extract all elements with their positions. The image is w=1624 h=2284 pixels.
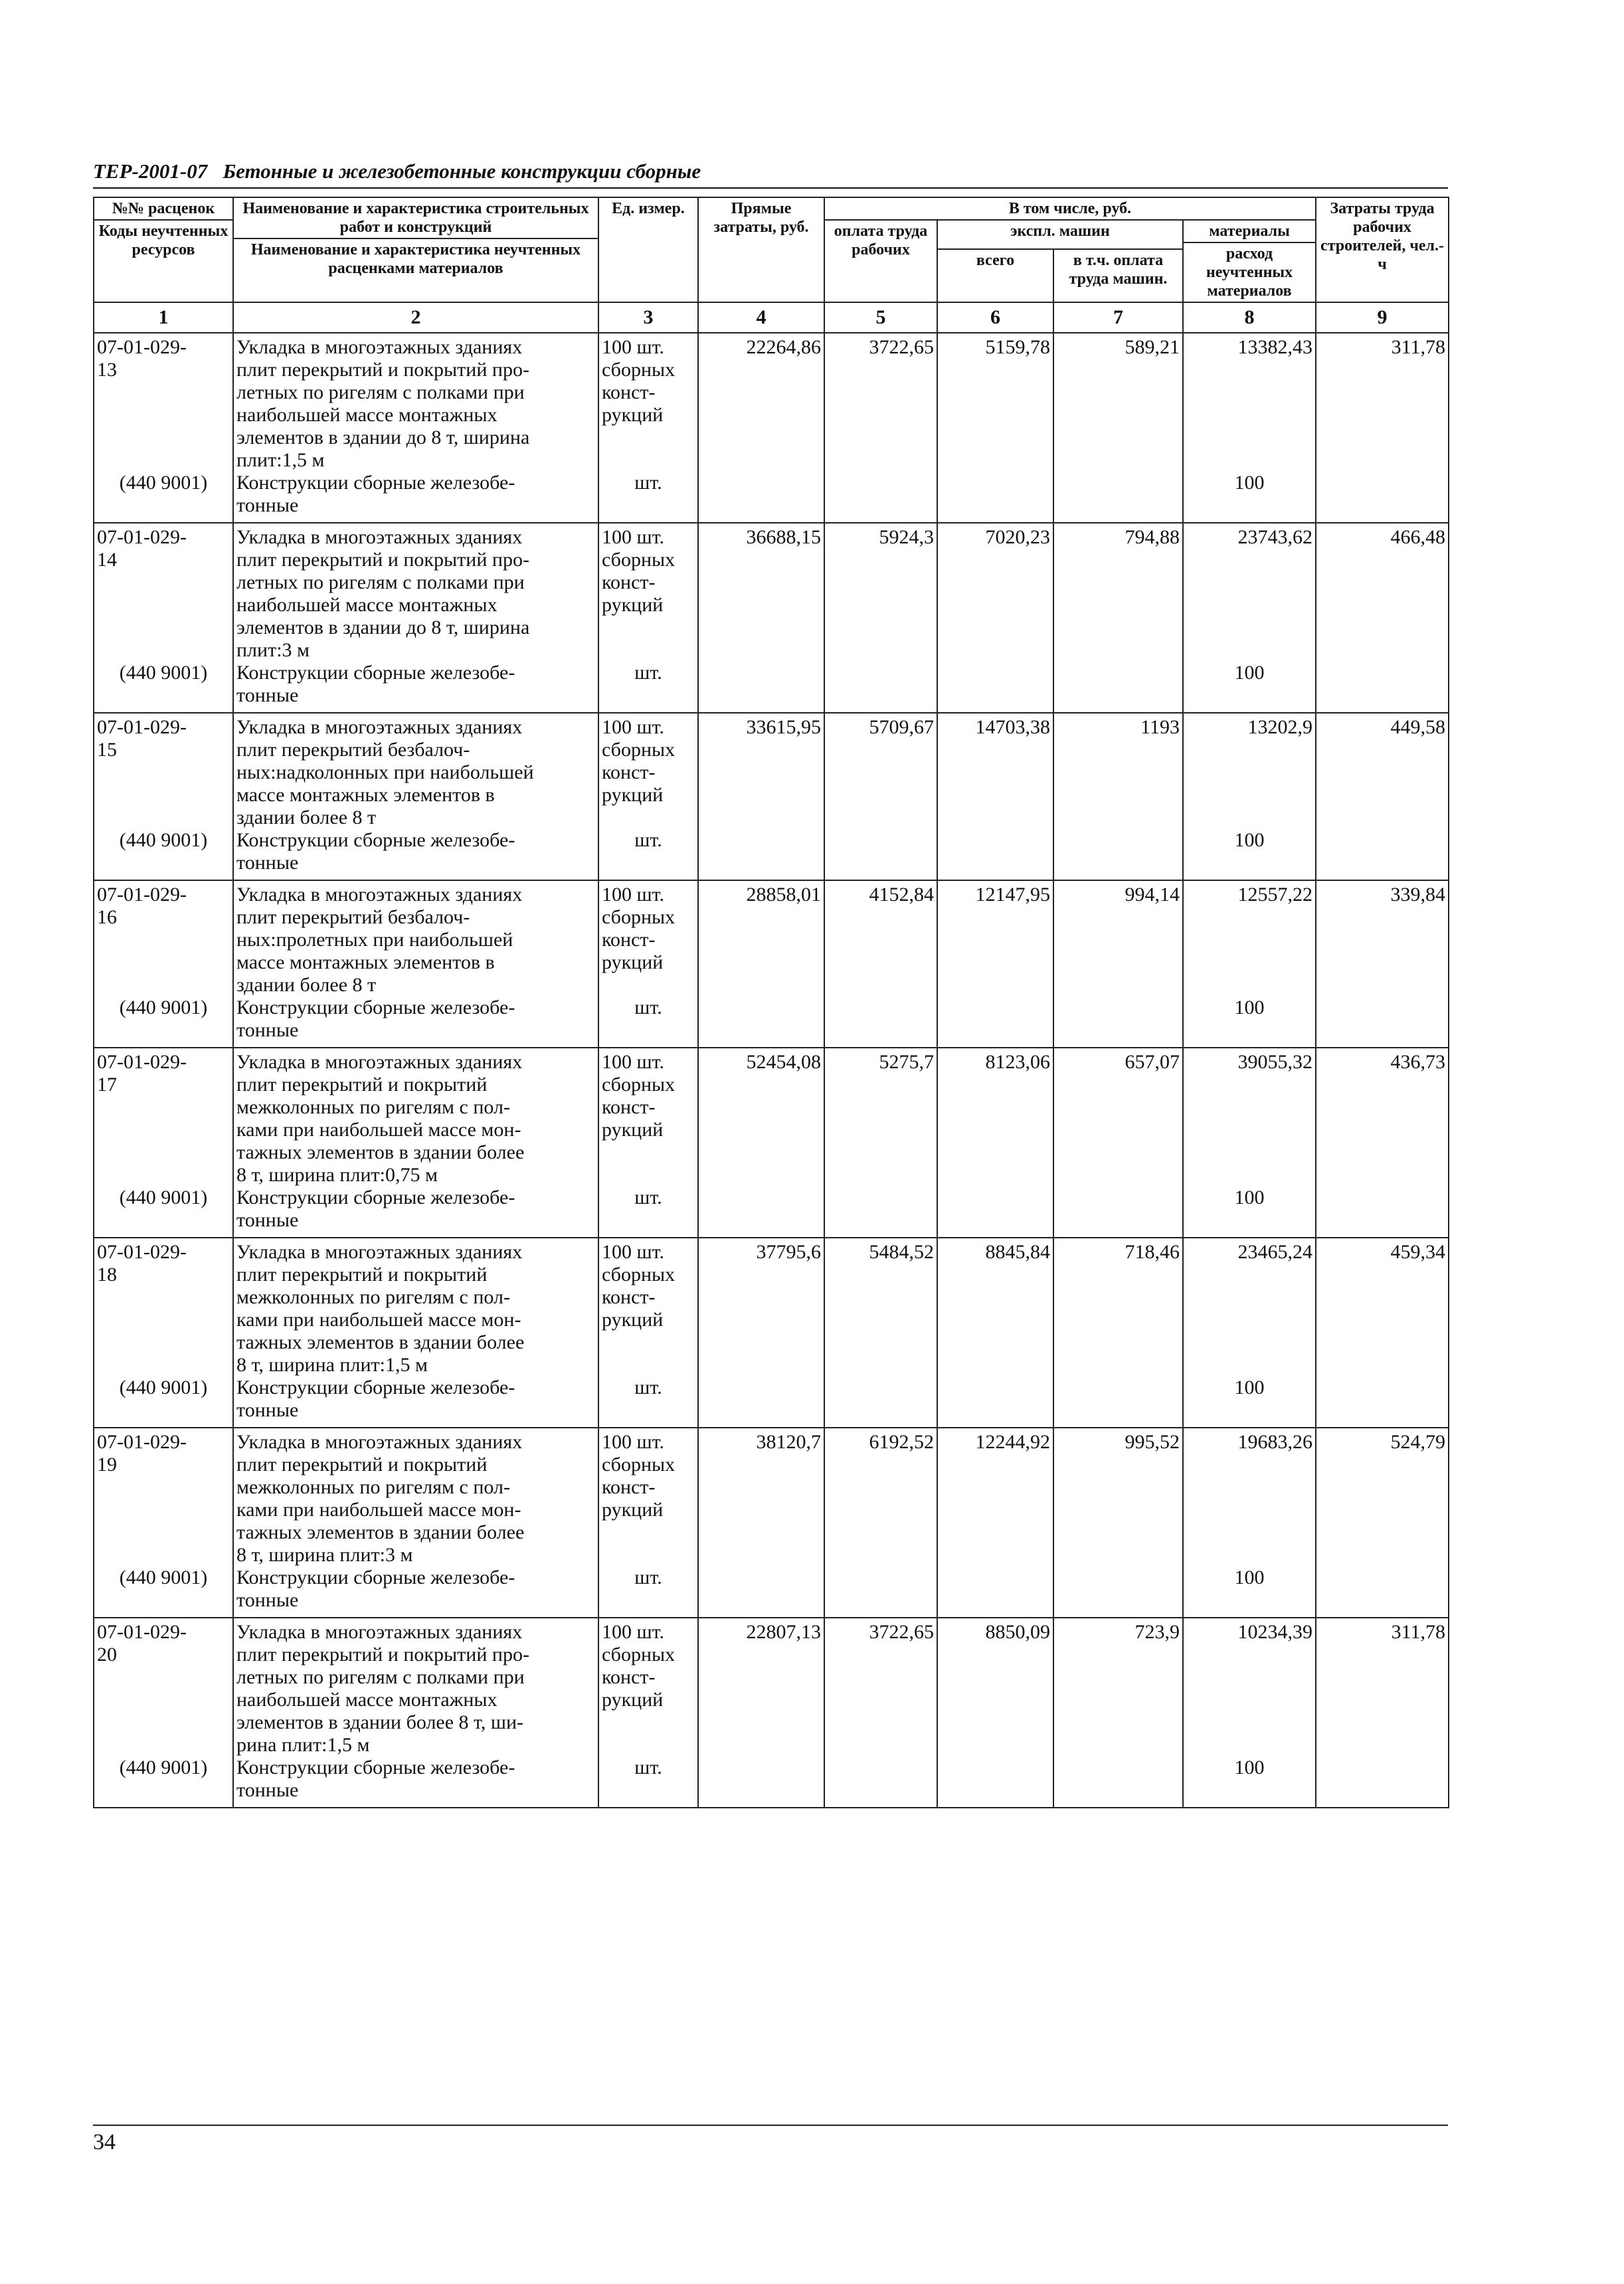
labor-hours: 524,79 [1316,1428,1449,1567]
material-row [94,472,1449,523]
document-title [93,157,1448,186]
header-code [94,197,233,302]
document-section: Бетонные и железобетонные конструкции сборные [223,159,701,183]
materials-cost: 10234,39 [1183,1618,1316,1757]
header-materials [1183,220,1316,302]
empty-cell [937,997,1053,1048]
empty-cell [698,1187,824,1238]
table-header [94,197,1449,333]
material-name: Конструкции сборные железобе- тонные [233,1757,598,1808]
empty-cell [937,1757,1053,1808]
resource-code: (440 9001) [94,997,233,1048]
work-description: Укладка в многоэтажных зданиях плит перекрытий и покрытий про- летных по ригелям с полками при наибольшей массе монтажных элементов в здании до 8 т, ширина плит:1,5 м [233,333,598,472]
header-materials-bottom: расход неучтенных материалов [1182,242,1316,300]
column-number: 6 [937,302,1053,333]
unit-of-measure: 100 шт. сборных конст- рукций [598,880,698,997]
document-code: ТЕР-2001-07 [93,159,208,183]
table-row [94,523,1449,662]
machines-total: 8845,84 [937,1238,1053,1377]
labor-hours: 466,48 [1316,523,1449,662]
materials-cost: 23743,62 [1183,523,1316,662]
column-number: 5 [824,302,937,333]
header-name-top: Наименование и характеристика строительных работ и конструкций [242,200,589,236]
labor-pay: 6192,52 [824,1428,937,1567]
work-description: Укладка в многоэтажных зданиях плит перекрытий и покрытий про- летных по ригелям с полками при наибольшей массе монтажных элементов в здании более 8 т, ши- рина плит:1,5 м [233,1618,598,1757]
resource-code: (440 9001) [94,1567,233,1618]
materials-cost: 13382,43 [1183,333,1316,472]
empty-cell [1053,1187,1183,1238]
empty-cell [698,1567,824,1618]
column-number: 9 [1316,302,1449,333]
machines-labor-pay: 994,14 [1053,880,1183,997]
material-unit: шт. [598,829,698,880]
labor-pay: 3722,65 [824,333,937,472]
material-unit: шт. [598,1567,698,1618]
rate-code: 07-01-029- 17 [94,1048,233,1187]
material-unit: шт. [598,1187,698,1238]
header-code-top: №№ расценок [112,200,215,217]
header-machines-labor: в т.ч. оплата труда машин. [1053,249,1183,302]
header-including-group: В том числе, руб. [824,197,1316,220]
machines-labor-pay: 794,88 [1053,523,1183,662]
table-row [94,333,1449,472]
header-code-bottom: Коды неучтенных ресурсов [93,219,234,259]
material-name: Конструкции сборные железобе- тонные [233,829,598,880]
direct-cost: 22807,13 [698,1618,824,1757]
material-row [94,829,1449,880]
empty-cell [1316,472,1449,523]
materials-cost: 23465,24 [1183,1238,1316,1377]
empty-cell [1316,1757,1449,1808]
empty-cell [937,472,1053,523]
direct-cost: 37795,6 [698,1238,824,1377]
unit-of-measure: 100 шт. сборных конст- рукций [598,1238,698,1377]
empty-cell [1316,997,1449,1048]
rate-code: 07-01-029- 13 [94,333,233,472]
labor-hours: 339,84 [1316,880,1449,997]
empty-cell [698,1757,824,1808]
direct-cost: 33615,95 [698,713,824,829]
resource-code: (440 9001) [94,829,233,880]
rates-table [93,197,1449,1808]
column-number: 4 [698,302,824,333]
material-amount: 100 [1183,997,1316,1048]
labor-hours: 311,78 [1316,333,1449,472]
table-row [94,880,1449,997]
work-description: Укладка в многоэтажных зданиях плит перекрытий и покрытий межколонных по ригелям с пол- ками при наибольшей массе мон- тажных элементов в здании более 8 т, ширина плит:3 м [233,1428,598,1567]
material-name: Конструкции сборные железобе- тонные [233,1567,598,1618]
empty-cell [824,1567,937,1618]
material-amount: 100 [1183,472,1316,523]
material-amount: 100 [1183,1187,1316,1238]
empty-cell [1053,472,1183,523]
work-description: Укладка в многоэтажных зданиях плит перекрытий и покрытий межколонных по ригелям с пол- ками при наибольшей массе мон- тажных элементов в здании более 8 т, ширина плит:1,5 м [233,1238,598,1377]
material-amount: 100 [1183,829,1316,880]
header-materials-top: материалы [1209,223,1290,240]
labor-pay: 5484,52 [824,1238,937,1377]
empty-cell [937,829,1053,880]
empty-cell [1316,1187,1449,1238]
column-number: 2 [233,302,598,333]
empty-cell [1316,662,1449,713]
material-unit: шт. [598,997,698,1048]
empty-cell [1316,1567,1449,1618]
column-number: 3 [598,302,698,333]
empty-cell [698,829,824,880]
work-description: Укладка в многоэтажных зданиях плит перекрытий и покрытий межколонных по ригелям с пол- ками при наибольшей массе мон- тажных элементов в здании более 8 т, ширина плит:0,75 м [233,1048,598,1187]
unit-of-measure: 100 шт. сборных конст- рукций [598,1048,698,1187]
resource-code: (440 9001) [94,1757,233,1808]
materials-cost: 13202,9 [1183,713,1316,829]
empty-cell [698,1377,824,1428]
material-amount: 100 [1183,1757,1316,1808]
direct-cost: 22264,86 [698,333,824,472]
materials-cost: 19683,26 [1183,1428,1316,1567]
machines-total: 12147,95 [937,880,1053,997]
labor-hours: 449,58 [1316,713,1449,829]
material-name: Конструкции сборные железобе- тонные [233,1377,598,1428]
empty-cell [1316,1377,1449,1428]
resource-code: (440 9001) [94,1377,233,1428]
header-labor-pay: оплата труда рабочих [824,220,937,302]
material-amount: 100 [1183,1567,1316,1618]
material-unit: шт. [598,472,698,523]
machines-total: 12244,92 [937,1428,1053,1567]
empty-cell [824,829,937,880]
unit-of-measure: 100 шт. сборных конст- рукций [598,523,698,662]
unit-of-measure: 100 шт. сборных конст- рукций [598,1428,698,1567]
machines-labor-pay: 589,21 [1053,333,1183,472]
material-name: Конструкции сборные железобе- тонные [233,472,598,523]
machines-labor-pay: 723,9 [1053,1618,1183,1757]
unit-of-measure: 100 шт. сборных конст- рукций [598,333,698,472]
material-amount: 100 [1183,1377,1316,1428]
empty-cell [1316,829,1449,880]
unit-of-measure: 100 шт. сборных конст- рукций [598,1618,698,1757]
empty-cell [1053,1757,1183,1808]
empty-cell [824,1757,937,1808]
empty-cell [698,662,824,713]
material-name: Конструкции сборные железобе- тонные [233,662,598,713]
header-machines-total: всего [937,249,1053,302]
header-name [233,197,598,302]
empty-cell [937,1567,1053,1618]
machines-labor-pay: 995,52 [1053,1428,1183,1567]
table-row [94,1618,1449,1757]
machines-labor-pay: 1193 [1053,713,1183,829]
rate-code: 07-01-029- 18 [94,1238,233,1377]
machines-total: 8850,09 [937,1618,1053,1757]
direct-cost: 52454,08 [698,1048,824,1187]
empty-cell [1053,829,1183,880]
labor-hours: 311,78 [1316,1618,1449,1757]
labor-pay: 3722,65 [824,1618,937,1757]
material-row [94,1187,1449,1238]
material-row [94,1377,1449,1428]
page-header [93,157,1448,190]
machines-labor-pay: 657,07 [1053,1048,1183,1187]
header-direct-cost: Прямые затраты, руб. [698,197,824,302]
empty-cell [824,1187,937,1238]
column-number: 1 [94,302,233,333]
material-row [94,1567,1449,1618]
direct-cost: 36688,15 [698,523,824,662]
header-labor-hours: Затраты труда рабочих строителей, чел.-ч [1316,197,1449,302]
material-amount: 100 [1183,662,1316,713]
empty-cell [937,662,1053,713]
rate-code: 07-01-029- 14 [94,523,233,662]
labor-hours: 459,34 [1316,1238,1449,1377]
labor-hours: 436,73 [1316,1048,1449,1187]
resource-code: (440 9001) [94,662,233,713]
empty-cell [1053,1377,1183,1428]
header-unit: Ед. измер. [598,197,698,302]
material-row [94,997,1449,1048]
work-description: Укладка в многоэтажных зданиях плит перекрытий безбалоч- ных:пролетных при наибольшей массе монтажных элементов в здании более 8 т [233,880,598,997]
material-unit: шт. [598,1757,698,1808]
materials-cost: 39055,32 [1183,1048,1316,1187]
rate-code: 07-01-029- 16 [94,880,233,997]
empty-cell [698,472,824,523]
direct-cost: 28858,01 [698,880,824,997]
resource-code: (440 9001) [94,472,233,523]
empty-cell [698,997,824,1048]
work-description: Укладка в многоэтажных зданиях плит перекрытий и покрытий про- летных по ригелям с полками при наибольшей массе монтажных элементов в здании до 8 т, ширина плит:3 м [233,523,598,662]
page-number: 34 [93,2130,116,2154]
footer-rule [93,2125,1448,2126]
table-body [94,333,1449,1808]
resource-code: (440 9001) [94,1187,233,1238]
work-description: Укладка в многоэтажных зданиях плит перекрытий безбалоч- ных:надколонных при наибольшей массе монтажных элементов в здании более 8 т [233,713,598,829]
labor-pay: 5924,3 [824,523,937,662]
unit-of-measure: 100 шт. сборных конст- рукций [598,713,698,829]
empty-cell [1053,997,1183,1048]
header-name-bottom: Наименование и характеристика неучтенных расценками материалов [232,238,599,278]
header-rule [93,187,1448,189]
material-row [94,1757,1449,1808]
machines-total: 5159,78 [937,333,1053,472]
rate-code: 07-01-029- 19 [94,1428,233,1567]
column-number: 8 [1183,302,1316,333]
material-name: Конструкции сборные железобе- тонные [233,1187,598,1238]
table-row [94,1428,1449,1567]
labor-pay: 4152,84 [824,880,937,997]
rate-code: 07-01-029- 15 [94,713,233,829]
empty-cell [824,472,937,523]
empty-cell [824,662,937,713]
labor-pay: 5709,67 [824,713,937,829]
direct-cost: 38120,7 [698,1428,824,1567]
machines-total: 8123,06 [937,1048,1053,1187]
machines-total: 7020,23 [937,523,1053,662]
material-unit: шт. [598,662,698,713]
labor-pay: 5275,7 [824,1048,937,1187]
material-row [94,662,1449,713]
column-numbers-row [94,302,1449,333]
material-name: Конструкции сборные железобе- тонные [233,997,598,1048]
empty-cell [1053,1567,1183,1618]
materials-cost: 12557,22 [1183,880,1316,997]
empty-cell [824,997,937,1048]
column-number: 7 [1053,302,1183,333]
table-row [94,1048,1449,1187]
empty-cell [824,1377,937,1428]
machines-total: 14703,38 [937,713,1053,829]
header-machines-group: экспл. машин [937,220,1183,249]
material-unit: шт. [598,1377,698,1428]
empty-cell [937,1377,1053,1428]
machines-labor-pay: 718,46 [1053,1238,1183,1377]
empty-cell [937,1187,1053,1238]
table-row [94,1238,1449,1377]
table-row [94,713,1449,829]
empty-cell [1053,662,1183,713]
rate-code: 07-01-029- 20 [94,1618,233,1757]
